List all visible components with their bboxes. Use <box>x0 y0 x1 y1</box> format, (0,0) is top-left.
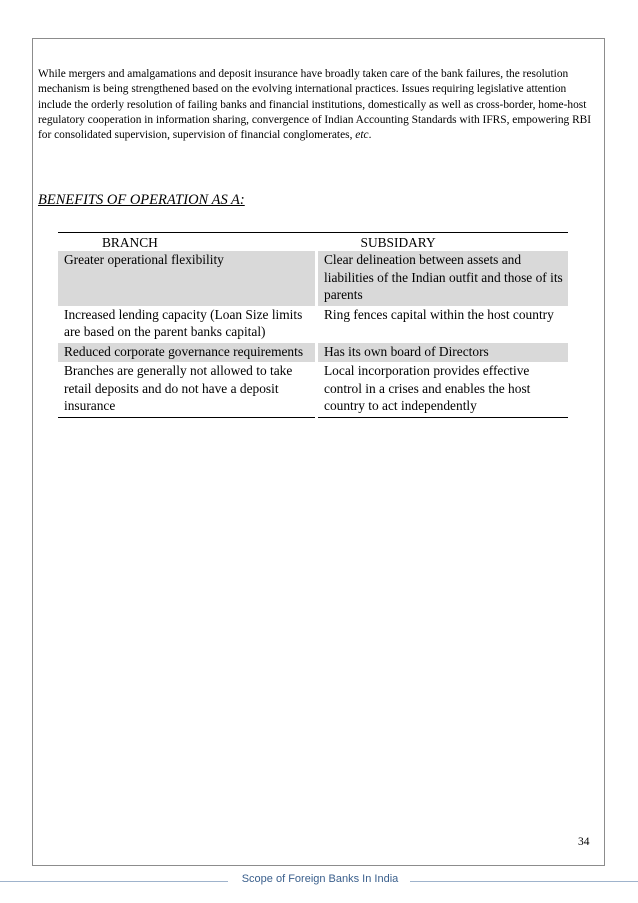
subsidiary-cell: Local incorporation provides effective control in a crises and enables the host country to act independently <box>317 362 569 417</box>
header-subsidiary: SUBSIDARY <box>317 233 569 252</box>
table-row <box>58 343 568 363</box>
footer-rule-right <box>410 881 638 882</box>
table-row <box>58 306 568 343</box>
section-heading: BENEFITS OF OPERATION AS A: <box>38 192 245 208</box>
branch-cell: Increased lending capacity (Loan Size limits are based on the parent banks capital) <box>58 306 317 343</box>
footer-rule-left <box>0 881 228 882</box>
branch-cell: Branches are generally not allowed to take retail deposits and do not have a deposit insurance <box>58 362 317 417</box>
intro-text: While mergers and amalgamations and deposit insurance have broadly taken care of the bank failures, the resolution mechanism is being strengthened based on the evolving international practices. Issues requiring legislative attention include the orderly resolution of failing banks and financial institutions, domestically as well as cross-border, home-host regulatory cooperation in information sharing, convergence of Indian Accounting Standards with IFRS, empowering RBI for consolidated supervision, supervision of financial conglomerates, <box>38 68 592 142</box>
table-row <box>58 251 568 306</box>
footer-title: Scope of Foreign Banks In India <box>241 873 399 885</box>
table-row <box>58 362 568 417</box>
page-number: 34 <box>578 836 590 848</box>
intro-etc: etc <box>355 129 369 142</box>
benefits-table <box>58 232 568 418</box>
branch-cell: Greater operational flexibility <box>58 251 317 306</box>
branch-cell: Reduced corporate governance requirements <box>58 343 317 363</box>
subsidiary-cell: Ring fences capital within the host country <box>317 306 569 343</box>
subsidiary-cell: Clear delineation between assets and liabilities of the Indian outfit and those of its parents <box>317 251 569 306</box>
intro-paragraph <box>38 67 598 143</box>
intro-end: . <box>368 129 372 142</box>
subsidiary-cell: Has its own board of Directors <box>317 343 569 363</box>
page-frame <box>32 38 605 866</box>
header-branch: BRANCH <box>58 233 317 252</box>
table-header-row <box>58 233 568 252</box>
